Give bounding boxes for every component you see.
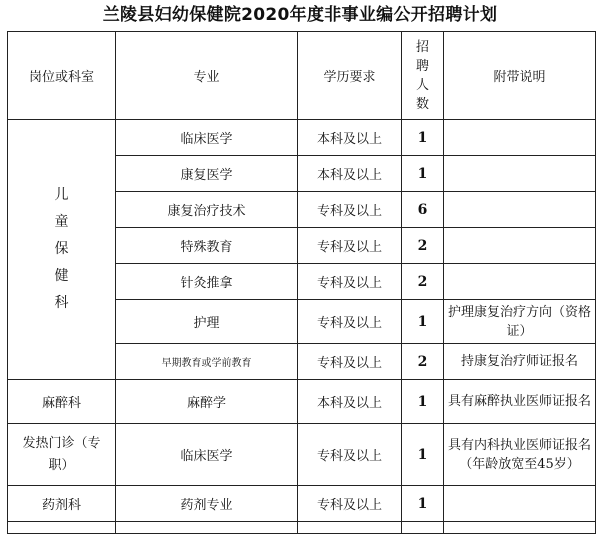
header-major: 专业 bbox=[116, 32, 298, 120]
header-notes: 附带说明 bbox=[444, 32, 596, 120]
count-cell: 1 bbox=[402, 424, 444, 486]
count-cell: 6 bbox=[402, 192, 444, 228]
note-cell: 护理康复治疗方向（资格证） bbox=[444, 300, 596, 344]
recruitment-table bbox=[7, 31, 596, 534]
header-position: 岗位或科室 bbox=[8, 32, 116, 120]
department-cell: 药剂科 bbox=[8, 486, 116, 522]
count-cell: 1 bbox=[402, 380, 444, 424]
major-cell: 早期教育或学前教育 bbox=[116, 344, 298, 380]
education-cell: 本科及以上 bbox=[298, 380, 402, 424]
education-cell: 专科及以上 bbox=[298, 424, 402, 486]
major-cell: 药剂专业 bbox=[116, 486, 298, 522]
note-cell bbox=[444, 228, 596, 264]
empty-cell bbox=[116, 522, 298, 534]
header-education: 学历要求 bbox=[298, 32, 402, 120]
education-cell: 专科及以上 bbox=[298, 264, 402, 300]
count-cell: 1 bbox=[402, 120, 444, 156]
header-count-text: 招聘人数 bbox=[415, 39, 429, 112]
department-cell bbox=[8, 120, 116, 380]
education-cell: 本科及以上 bbox=[298, 156, 402, 192]
major-cell: 临床医学 bbox=[116, 424, 298, 486]
major-cell: 康复医学 bbox=[116, 156, 298, 192]
education-cell: 专科及以上 bbox=[298, 344, 402, 380]
department-cell bbox=[8, 424, 116, 486]
major-cell: 临床医学 bbox=[116, 120, 298, 156]
note-cell: 具有内科执业医师证报名（年龄放宽至45岁） bbox=[444, 424, 596, 486]
department-name: 儿童保健科 bbox=[54, 187, 69, 311]
table-row bbox=[8, 486, 596, 522]
count-cell: 1 bbox=[402, 300, 444, 344]
count-cell: 2 bbox=[402, 264, 444, 300]
note-cell: 持康复治疗师证报名 bbox=[444, 344, 596, 380]
count-cell: 1 bbox=[402, 156, 444, 192]
note-cell bbox=[444, 486, 596, 522]
note-cell bbox=[444, 120, 596, 156]
note-cell: 具有麻醉执业医师证报名 bbox=[444, 380, 596, 424]
department-name: 发热门诊（专职） bbox=[22, 435, 101, 473]
header-count bbox=[402, 32, 444, 120]
education-cell: 专科及以上 bbox=[298, 192, 402, 228]
count-cell: 2 bbox=[402, 344, 444, 380]
major-cell: 康复治疗技术 bbox=[116, 192, 298, 228]
major-cell: 麻醉学 bbox=[116, 380, 298, 424]
note-cell bbox=[444, 264, 596, 300]
table-row-partial bbox=[8, 522, 596, 534]
major-cell: 针灸推拿 bbox=[116, 264, 298, 300]
education-cell: 专科及以上 bbox=[298, 300, 402, 344]
empty-cell bbox=[402, 522, 444, 534]
table-row bbox=[8, 120, 596, 156]
education-cell: 专科及以上 bbox=[298, 486, 402, 522]
note-cell bbox=[444, 156, 596, 192]
page-title: 兰陵县妇幼保健院2020年度非事业编公开招聘计划 bbox=[102, 5, 498, 25]
major-cell: 特殊教育 bbox=[116, 228, 298, 264]
empty-cell bbox=[444, 522, 596, 534]
education-cell: 本科及以上 bbox=[298, 120, 402, 156]
major-cell: 护理 bbox=[116, 300, 298, 344]
note-cell bbox=[444, 192, 596, 228]
table-header-row bbox=[8, 32, 596, 120]
table-row bbox=[8, 380, 596, 424]
education-cell: 专科及以上 bbox=[298, 228, 402, 264]
count-cell: 2 bbox=[402, 228, 444, 264]
empty-cell bbox=[8, 522, 116, 534]
empty-cell bbox=[298, 522, 402, 534]
table-row bbox=[8, 424, 596, 486]
count-cell: 1 bbox=[402, 486, 444, 522]
department-cell: 麻醉科 bbox=[8, 380, 116, 424]
